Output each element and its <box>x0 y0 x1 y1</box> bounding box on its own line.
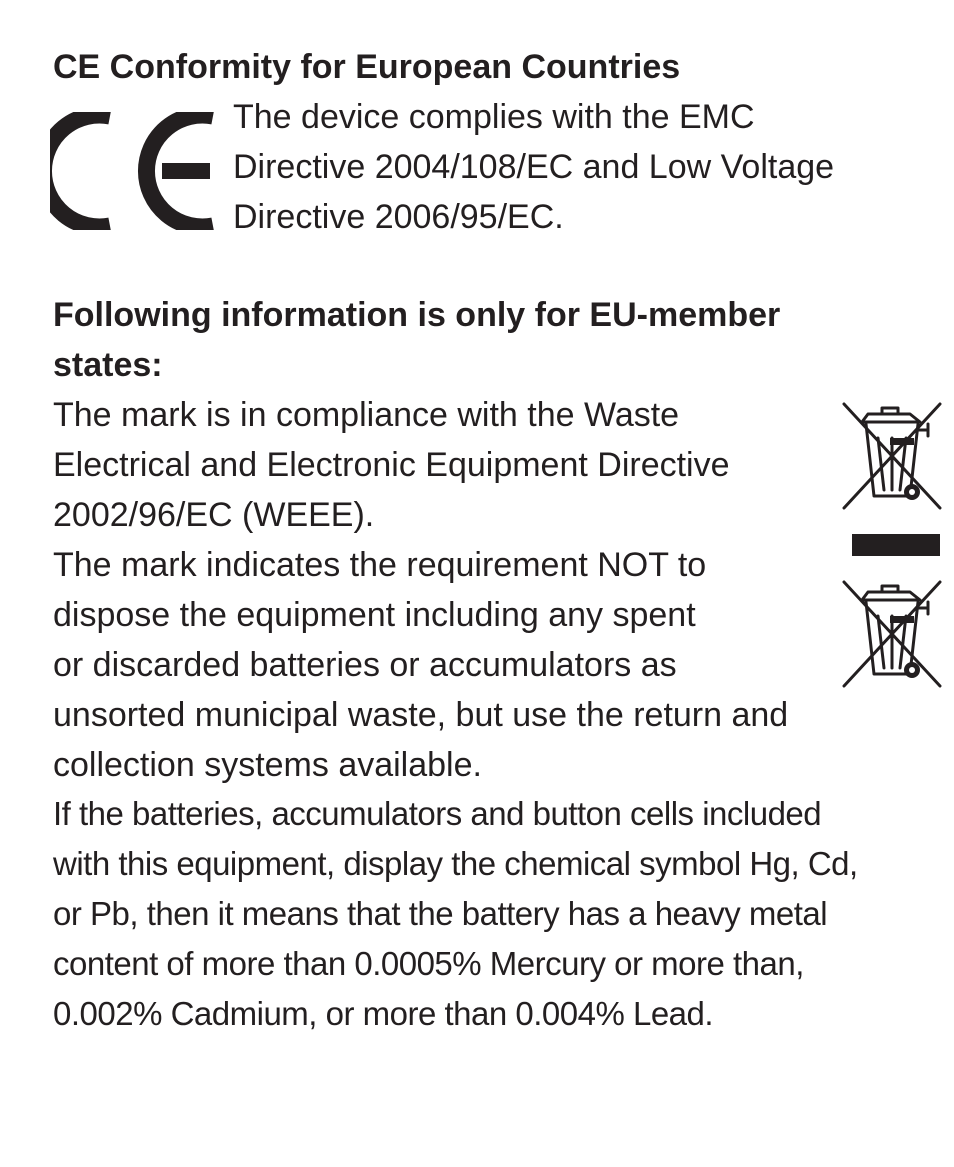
weee-line: or discarded batteries or accumulators as <box>53 646 677 684</box>
weee-line: collection systems available. <box>53 746 482 784</box>
ce-directive-text <box>233 92 834 242</box>
crossed-out-wheelie-bin-icon <box>840 400 944 512</box>
ce-mark-icon <box>50 112 216 230</box>
ce-text-line: The device complies with the EMC <box>233 98 755 136</box>
battery-line: or Pb, then it means that the battery has a heavy metal <box>53 895 828 932</box>
ce-text-line: Directive 2006/95/EC. <box>233 198 564 236</box>
eu-heading-line: Following information is only for EU-member <box>53 296 781 334</box>
battery-line: If the batteries, accumulators and button cells included <box>53 795 822 832</box>
ce-conformity-heading: CE Conformity for European Countries <box>53 48 681 86</box>
black-bar-icon <box>852 534 940 556</box>
weee-line: 2002/96/EC (WEEE). <box>53 496 375 534</box>
battery-line: with this equipment, display the chemical symbol Hg, Cd, <box>53 845 858 882</box>
battery-line: content of more than 0.0005% Mercury or more than, <box>53 945 804 982</box>
weee-line: The mark is in compliance with the Waste <box>53 396 680 434</box>
weee-line: unsorted municipal waste, but use the return and <box>53 696 789 734</box>
weee-line: dispose the equipment including any spent <box>53 596 696 634</box>
battery-paragraph <box>53 789 858 1039</box>
weee-paragraph <box>53 390 788 790</box>
weee-line: The mark indicates the requirement NOT to <box>53 546 707 584</box>
battery-line: 0.002% Cadmium, or more than 0.004% Lead. <box>53 995 714 1032</box>
weee-line: Electrical and Electronic Equipment Directive <box>53 446 730 484</box>
ce-text-line: Directive 2004/108/EC and Low Voltage <box>233 148 835 186</box>
eu-heading-line: states: <box>53 346 163 384</box>
eu-member-heading <box>53 290 780 390</box>
crossed-out-wheelie-bin-icon <box>840 578 944 690</box>
